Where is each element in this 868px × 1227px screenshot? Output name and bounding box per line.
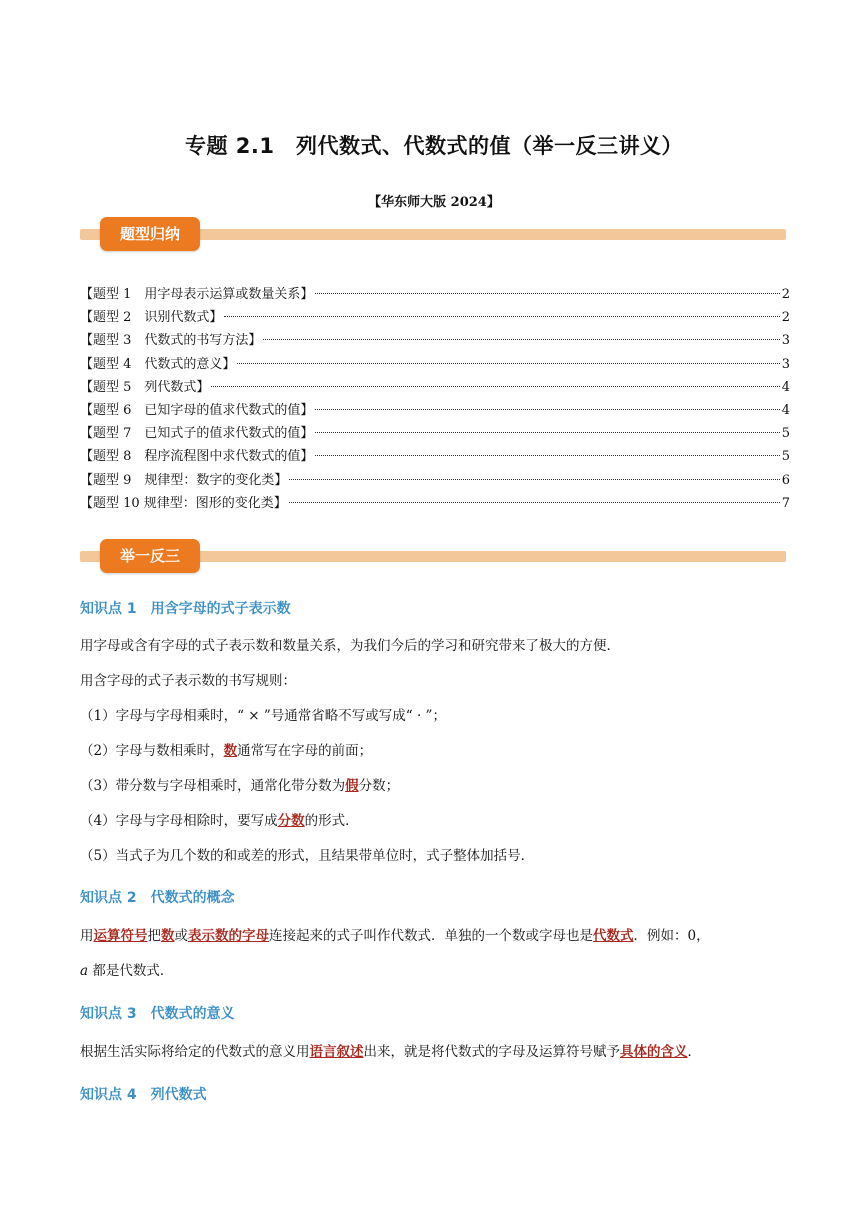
toc-entry-page: 4 (781, 402, 790, 418)
toc-dot-leader (237, 363, 779, 364)
section-tab-types: 题型归纳 (100, 217, 200, 251)
toc-dot-leader (315, 455, 779, 456)
toc-entry-page: 2 (781, 287, 790, 302)
toc-dot-leader (224, 316, 779, 317)
toc-dot-leader (315, 432, 779, 433)
toc-entry[interactable] (80, 353, 790, 376)
toc-entry-page: 7 (781, 495, 790, 511)
toc-dot-leader (289, 479, 779, 480)
toc-entry-label: 【题型 5 列代数式】 (80, 379, 210, 395)
section-tab-practice: 举一反三 (100, 539, 200, 573)
kp1-rules-intro: 用含字母的式子表示数的书写规则： (80, 673, 296, 689)
toc-entry-label: 【题型 3 代数式的书写方法】 (80, 333, 262, 349)
toc-entry[interactable] (80, 445, 790, 468)
toc-entry-page: 3 (781, 333, 790, 349)
toc-entry-label: 【题型 8 程序流程图中求代数式的值】 (80, 449, 314, 465)
toc-entry-label: 【题型 4 代数式的意义】 (80, 356, 236, 372)
toc-entry-page: 3 (781, 356, 790, 372)
toc-entry-label: 【题型 7 已知式子的值求代数式的值】 (80, 426, 314, 442)
kp2-heading: 知识点 2 代数式的概念 (80, 890, 235, 906)
highlight-term: 语言叙述 (309, 1044, 364, 1060)
toc-entry[interactable] (80, 422, 790, 445)
highlight-term: 具体的含义 (620, 1044, 688, 1060)
toc-entry-page: 5 (781, 426, 790, 442)
toc-entry[interactable] (80, 306, 790, 329)
highlight-term: 数 (161, 928, 175, 944)
edition-label: 【华东师大版 2024】 (368, 195, 500, 210)
toc-entry-label: 【题型 10 规律型：图形的变化类】 (80, 495, 287, 511)
highlight-term: 运算符号 (93, 928, 148, 944)
toc-entry-page: 6 (781, 472, 790, 488)
toc-dot-leader (263, 339, 779, 340)
kp1-rule-4: （4）字母与字母相除时，要写成分数的形式． (80, 813, 359, 829)
table-of-contents (80, 283, 790, 515)
kp1-paragraph: 用字母或含有字母的式子表示数和数量关系，为我们今后的学习和研究带来了极大的方便． (80, 638, 620, 654)
toc-entry-page: 5 (781, 449, 790, 465)
toc-entry-page: 4 (781, 379, 790, 395)
toc-entry[interactable] (80, 399, 790, 422)
highlight-term: 假 (345, 778, 359, 794)
toc-entry-page: 2 (781, 310, 790, 326)
toc-entry[interactable] (80, 469, 790, 492)
kp2-paragraph: 用运算符号把数或表示数的字母连接起来的式子叫作代数式．单独的一个数或字母也是代数式．例如：0， (80, 928, 710, 944)
toc-entry[interactable] (80, 283, 790, 306)
kp4-heading: 知识点 4 列代数式 (80, 1087, 207, 1103)
toc-entry[interactable] (80, 329, 790, 352)
kp3-paragraph: 根据生活实际将给定的代数式的意义用语言叙述出来，就是将代数式的字母及运算符号赋予具体的含义． (80, 1044, 701, 1060)
kp1-rule-2: （2）字母与数相乘时，数通常写在字母的前面； (80, 743, 373, 759)
kp2-paragraph-cont: a 都是代数式． (80, 963, 174, 979)
highlight-term: 分数 (277, 813, 305, 829)
toc-dot-leader (315, 409, 779, 410)
highlight-term: 代数式 (593, 928, 634, 944)
toc-entry-label: 【题型 1 用字母表示运算或数量关系】 (80, 287, 314, 302)
toc-dot-leader (211, 386, 779, 387)
kp1-rule-3: （3）带分数与字母相乘时，通常化带分数为假分数； (80, 778, 400, 794)
highlight-term: 表示数的字母 (188, 928, 269, 944)
highlight-term: 数 (223, 743, 238, 759)
kp1-rule-1: （1）字母与字母相乘时，“ × ”号通常省略不写或写成“ · ”； (80, 708, 446, 724)
toc-dot-leader (315, 293, 779, 294)
toc-entry[interactable] (80, 492, 790, 515)
kp1-rule-5: （5）当式子为几个数的和或差的形式，且结果带单位时，式子整体加括号． (80, 848, 535, 864)
toc-entry[interactable] (80, 376, 790, 399)
toc-entry-label: 【题型 9 规律型：数字的变化类】 (80, 472, 288, 488)
toc-entry-label: 【题型 2 识别代数式】 (80, 310, 223, 326)
kp3-heading: 知识点 3 代数式的意义 (80, 1006, 235, 1022)
page-title: 专题 2.1 列代数式、代数式的值（举一反三讲义） (184, 134, 683, 158)
kp1-heading: 知识点 1 用含字母的式子表示数 (80, 601, 291, 617)
toc-dot-leader (289, 502, 780, 503)
toc-entry-label: 【题型 6 已知字母的值求代数式的值】 (80, 402, 314, 418)
